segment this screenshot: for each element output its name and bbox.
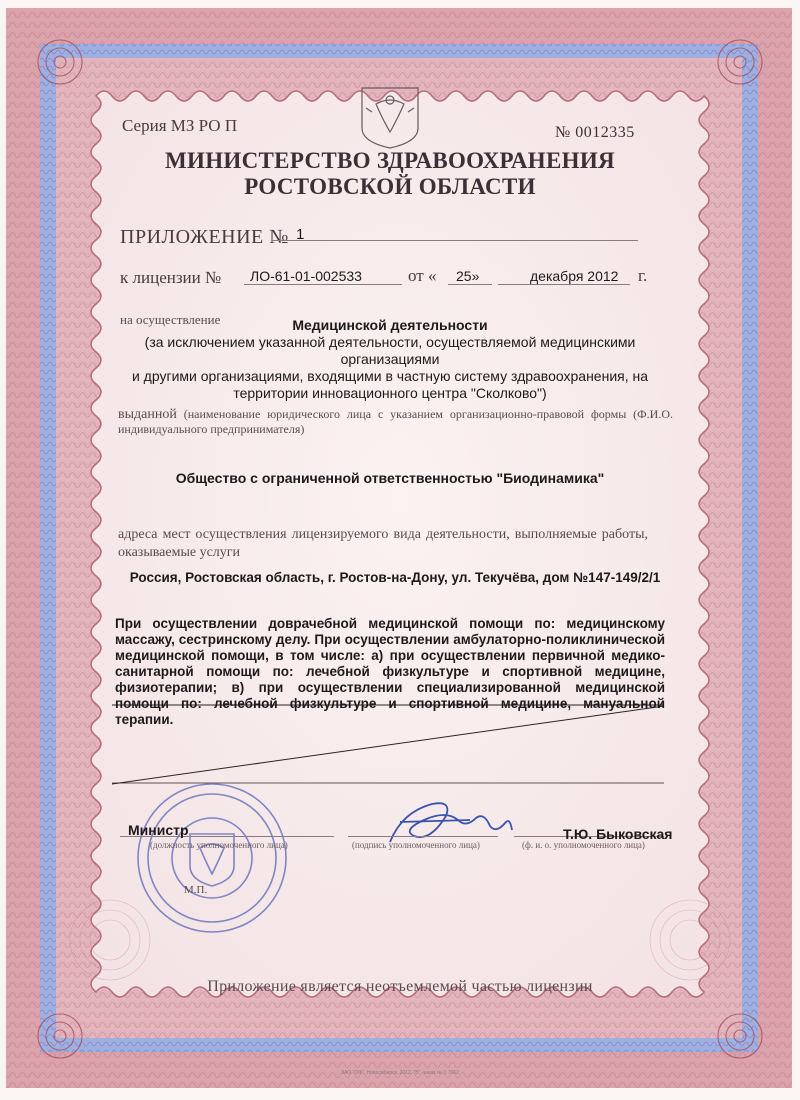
license-day: 25» <box>456 268 480 284</box>
printer-imprint: ЗАО "ОФ", Новосибирск, 2012, "Б", заказ № 1 7062 <box>341 1070 459 1076</box>
license-number: ЛО-61-01-002533 <box>250 268 362 284</box>
appendix-number: 1 <box>296 226 305 243</box>
signature-caption: (подпись уполномоченного лица) <box>352 840 480 850</box>
year-suffix: г. <box>638 266 648 285</box>
address-value: Россия, Ростовская область, г. Ростов-на-Дону, ул. Текучёва, дом №147-149/2/1 <box>129 570 661 585</box>
document-number: № 0012335 <box>555 124 635 141</box>
organization-name: Общество с ограниченной ответственностью "Биодинамика" <box>175 470 605 486</box>
addresses-label: адреса мест осуществления лицензируемого вида деятельности, выполняемые работы, оказываемые услуги <box>118 527 648 560</box>
signer-name: Т.Ю. Быковская <box>563 826 673 842</box>
license-month-year: декабря 2012 <box>530 268 619 284</box>
services-description: При осуществлении доврачебной медицинской помощи по: медицинскому массажу, сестринскому делу. При осуществлении амбулаторно-поликлинической медицинской помощи, в том числе: а) при осуществлении первичной медико-санитарной помощи по: лечебной физкультуре и спортивной медицине, физиотерапии; в) при осуществлении специализированной медицинской помощи по: лечебной физкультуре и спортивной медицине, мануальной терапии. <box>115 616 665 727</box>
issued-to-label: выданной (наименование юридического лица с указанием организационно-правовой формы (Ф.И.О. индивидуального предпринимателя) <box>118 407 673 436</box>
license-date-label: от « <box>408 266 437 285</box>
activity-title: Медицинской деятельности <box>292 317 488 333</box>
activity-description: Медицинской деятельности (за исключением указанной деятельности, осуществляемой медицинскими организациями и другими организациями, входящими в частную систему здравоохранения, на территории инновационного центра "Сколково") <box>105 317 675 402</box>
appendix-label: ПРИЛОЖЕНИЕ № <box>120 226 289 248</box>
ministry-title: МИНИСТЕРСТВО ЗДРАВООХРАНЕНИЯ РОСТОВСКОЙ ОБЛАСТИ <box>165 148 615 199</box>
activity-label: на осуществление <box>120 312 221 327</box>
seal-place-label: М.П. <box>184 884 208 896</box>
name-caption: (ф. и. о. уполномоченного лица) <box>522 840 645 850</box>
license-label: к лицензии № <box>120 268 222 287</box>
signer-position: Министр <box>128 822 189 838</box>
series-label: Серия МЗ РО П <box>122 116 238 135</box>
position-caption: (должность уполномоченного лица) <box>150 840 288 850</box>
footer-note: Приложение является неотъемлемой частью лицензии <box>207 978 593 995</box>
